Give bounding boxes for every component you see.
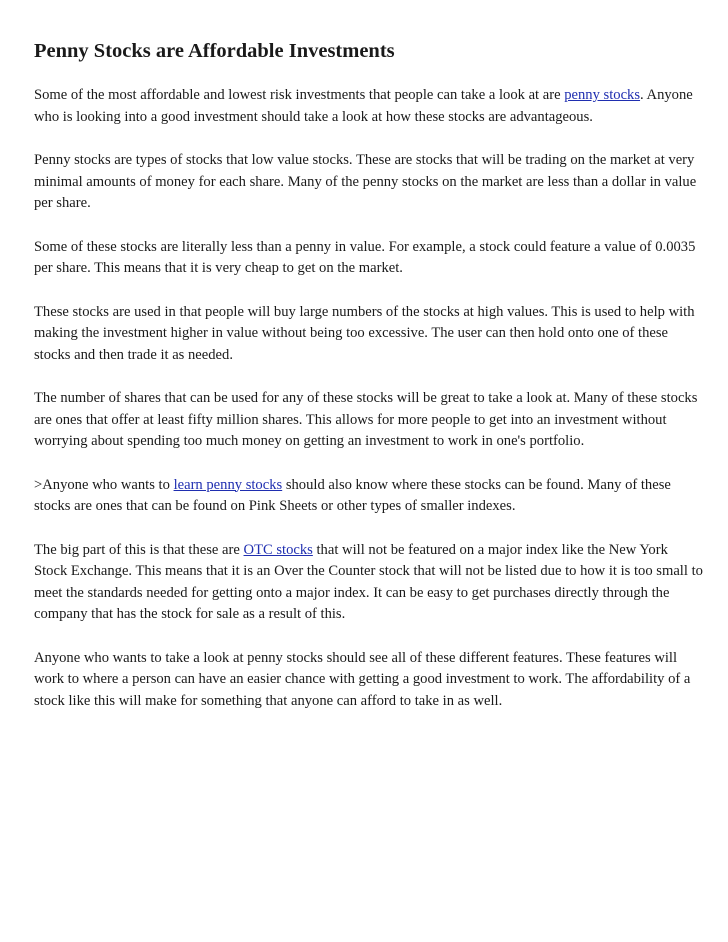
- paragraph: [34, 388, 696, 453]
- text-segment: stocks are ones that can be found on Pink Sheets or other types of smaller indexes.: [34, 498, 516, 514]
- text-line: [34, 193, 696, 215]
- text-segment: Some of the most affordable and lowest risk investments that people can take a look at are: [34, 87, 565, 103]
- text-segment: per share. This means that it is very cheap to get on the market.: [34, 260, 403, 276]
- text-segment: Anyone who wants to take a look at penny stocks should see all of these different features. These features will: [34, 649, 678, 666]
- text-segment: should also know where these stocks can be found. Many of these: [282, 476, 671, 493]
- text-segment: company that has the stock for sale as a result of this.: [34, 606, 346, 622]
- text-segment: >Anyone who wants to: [34, 476, 174, 493]
- text-segment: Penny stocks are types of stocks that low value stocks. These are stocks that will be trading on the market at very: [34, 152, 695, 168]
- inline-link[interactable]: learn penny stocks: [173, 476, 283, 493]
- text-line: [34, 345, 696, 367]
- text-segment: . Anyone: [640, 87, 693, 103]
- text-line: [34, 648, 696, 670]
- inline-link[interactable]: penny stocks: [564, 87, 641, 103]
- document-body: [34, 85, 703, 712]
- text-segment: stocks and then trade it as needed.: [34, 346, 233, 363]
- paragraph: [34, 85, 696, 128]
- text-segment: making the investment higher in value without being too excessive. The user can then hold onto one of these: [34, 325, 669, 341]
- paragraph: [34, 237, 696, 280]
- text-line: [34, 583, 696, 605]
- paragraph: [34, 648, 696, 713]
- text-line: [34, 604, 696, 626]
- text-segment: per share.: [34, 195, 91, 211]
- document-page: [34, 38, 703, 734]
- text-segment: The big part of this is that these are: [34, 541, 244, 558]
- text-line: [34, 496, 696, 518]
- text-line: [34, 85, 696, 107]
- text-line: [34, 388, 696, 410]
- text-segment: The number of shares that can be used for any of these stocks will be great to take a look at. Many of these stocks: [34, 390, 698, 406]
- text-segment: worrying about spending too much money on getting an investment to work in one's portfolio.: [34, 433, 585, 449]
- text-line: [34, 540, 696, 562]
- text-line: [34, 302, 696, 324]
- text-line: [34, 431, 696, 453]
- text-segment: that will not be featured on a major index like the New York: [312, 541, 668, 558]
- text-segment: are ones that offer at least fifty million shares. This allows for more people to get into an investment without: [34, 411, 667, 428]
- inline-link[interactable]: OTC stocks: [243, 541, 313, 558]
- text-line: [34, 172, 696, 194]
- text-segment: meet the standards needed for getting onto a major index. It can be easy to get purchases directly through the: [34, 584, 670, 601]
- text-line: [34, 258, 696, 280]
- text-line: [34, 669, 696, 691]
- text-segment: work to where a person can have an easier chance with getting a good investment to work. The affordability of a: [34, 671, 691, 687]
- paragraph: [34, 540, 703, 626]
- text-line: [34, 561, 703, 583]
- text-line: [34, 107, 696, 129]
- text-segment: Stock Exchange. This means that it is an Over the Counter stock that will not be listed due to how it is too small to: [34, 563, 703, 579]
- text-line: [34, 237, 696, 259]
- text-line: [34, 410, 696, 432]
- paragraph: [34, 302, 696, 367]
- text-line: [34, 691, 696, 713]
- text-line: [34, 475, 696, 497]
- text-segment: stock like this will make for something that anyone can afford to take in as well.: [34, 692, 503, 709]
- text-line: [34, 150, 696, 172]
- page-title: Penny Stocks are Affordable Investments: [34, 40, 395, 62]
- text-segment: who is looking into a good investment should take a look at how these stocks are advantageous.: [34, 108, 593, 125]
- paragraph: [34, 150, 696, 215]
- paragraph: [34, 475, 696, 518]
- text-line: [34, 323, 696, 345]
- text-segment: These stocks are used in that people will buy large numbers of the stocks at high values. This is used to help with: [34, 303, 695, 320]
- text-segment: minimal amounts of money for each share. Many of the penny stocks on the market are less than a dollar in value: [34, 173, 697, 190]
- text-segment: Some of these stocks are literally less than a penny in value. For example, a stock could feature a value of 0.0035: [34, 238, 696, 255]
